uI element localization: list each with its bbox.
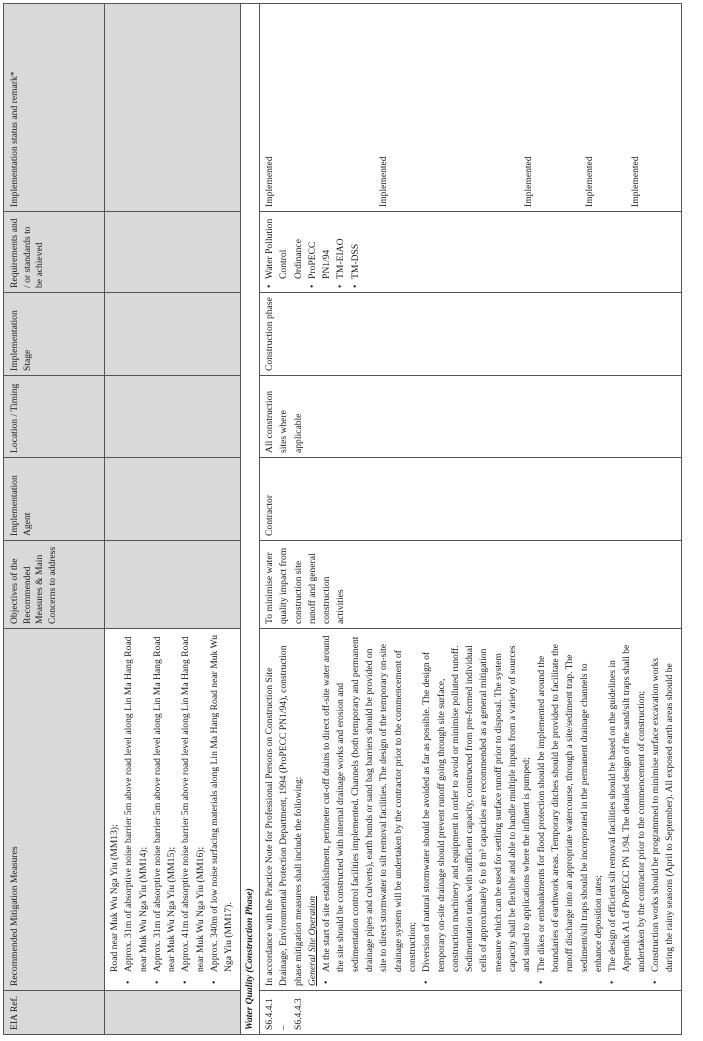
- wq-agent-cell: Contractor: [259, 458, 681, 541]
- noise-requirements-cell: [105, 212, 241, 293]
- wq-measure-item: • The dikes or embankments for flood protection should be implemented around the boundaries of earthwork areas. Temporary ditches should be provided to facilitate the runoff discharge into an appropriate watercourse, through a site/sediment trap. The sediment/silt traps should be incorporated in the permanent drainage channels to enhance deposition rates;: [535, 633, 606, 972]
- noise-measure-item: • Approx. 31m of absorptive noise barrier 5m above road level along Lin Ma Hang Road near Muk Wu Nga Yiu (MM15);: [151, 633, 180, 972]
- wq-objectives-cell: To minimise water quality impact from construction site runoff and general construction activities: [259, 541, 681, 629]
- wq-subheading: General Site Operation: [306, 895, 318, 986]
- noise-measure-list: [122, 633, 236, 986]
- status-item: Implemented: [263, 156, 275, 207]
- section-title-water-quality: Water Quality (Construction Phase): [240, 4, 259, 1035]
- wq-status-cell: [259, 4, 681, 212]
- wq-ref-from: S6.4.4.1: [263, 998, 275, 1030]
- wq-measure-item: • The design of efficient silt removal facilities should be based on the guidelines in Appendix A1 of ProPECC PN 1/94. The detailed design of the sand/silt traps shall be undertaken by the contractor prior to the commencement of construction;: [606, 633, 649, 972]
- status-item: Implemented: [630, 156, 642, 207]
- requirement-item: • ProPECC PN1/94: [306, 216, 335, 279]
- status-item: Implemented: [583, 156, 595, 207]
- noise-agent-cell: [105, 458, 241, 541]
- wq-intro-text: In accordance with the Practice Note for Professional Persons on Construction Site Drainage, Environmental Protection Department, 1994 (ProPECC PN1/94), construction phase mitigation measures shall include the following:: [263, 645, 304, 986]
- header-eia-ref: EIA Ref.: [4, 991, 105, 1035]
- mitigation-measures-table: [3, 3, 682, 1035]
- section-row: [240, 4, 259, 1035]
- wq-requirements-list: [263, 216, 363, 288]
- header-location-timing: Location / Timing: [4, 376, 105, 458]
- header-objectives: Objectives of the Recommended Measures & Main Concerns to address: [4, 541, 105, 629]
- wq-measures-cell: [259, 629, 681, 991]
- water-quality-row: [259, 4, 681, 1035]
- noise-barrier-row: [105, 4, 241, 1035]
- requirement-item: • TM-DSS: [349, 216, 363, 279]
- noise-stage-cell: [105, 293, 241, 376]
- noise-ref-cell: [105, 991, 241, 1035]
- wq-ref-to: S6.4.4.3: [292, 998, 304, 1030]
- header-implementation-agent: Implementation Agent: [4, 458, 105, 541]
- wq-measure-list: [320, 633, 677, 986]
- header-status: Implementation status and remark*: [4, 4, 105, 212]
- wq-requirements-cell: [259, 212, 681, 293]
- header-implementation-stage: Implementation Stage: [4, 293, 105, 376]
- header-row: [4, 4, 105, 1035]
- noise-objectives-cell: [105, 541, 241, 629]
- noise-measure-item: • Approx. 41m of absorptive noise barrier 5m above road level along Lin Ma Hang Road near Muk Wu Nga Yiu (MM16);: [179, 633, 208, 972]
- noise-measure-item: • Approx. 31m of absorptive noise barrier 5m above road level along Lin Ma Hang Road near Muk Wu Nga Yiu (MM14);: [122, 633, 151, 972]
- noise-measures-cell: [105, 629, 241, 991]
- header-mitigation-measures: Recommended Mitigation Measures: [4, 629, 105, 991]
- noise-measure-item: • Approx. 340m of low noise surfacing materials along Lin Ma Hang Road near Muk Wu Nga Yiu (MM17).: [208, 633, 237, 972]
- noise-location-cell: [105, 376, 241, 458]
- requirement-item: • Water Pollution Control Ordinance: [263, 216, 306, 279]
- noise-status-cell: [105, 4, 241, 212]
- wq-ref-dash: –: [278, 1025, 290, 1030]
- noise-lead-text: Road near Muk Wu Nga Yiu (MM13);: [109, 824, 120, 972]
- wq-ref-cell: [259, 991, 681, 1035]
- wq-measure-item: • At the start of site establishment, perimeter cut-off drains to direct off-site water around the site should be constructed with internal drainage works and erosion and sedimentation control facilities implemented. Channels (both temporary and permanent drainage pipes and culverts), earth bunds or sand bag barriers should be provided on site to direct stormwater to silt removal facilities. The design of the temporary on-site drainage system will be undertaken by the contractor prior to the commencement of construction;: [320, 633, 420, 972]
- wq-location-cell: All construction sites where applicable: [259, 376, 681, 458]
- requirement-item: • TM-EIAO: [334, 216, 348, 279]
- status-item: Implemented: [378, 156, 390, 207]
- status-item: Implemented: [522, 156, 534, 207]
- wq-stage-cell: Construction phase: [259, 293, 681, 376]
- wq-measure-item: • Construction works should be programmed to minimise surface excavation works during the rainy seasons (April to September). All exposed earth areas should be: [649, 633, 678, 972]
- wq-measure-item: • Diversion of natural stormwater should be avoided as far as possible. The design of temporary on-site drainage should prevent runoff going through site surface, construction machinery and equipment in order to avoid or minimise polluted runoff. Sedimentation tanks with sufficient capacity, constructed from pre-formed individual cells of approximately 6 to 8 m³ capacities are recommended as a general mitigation measure which can be used for settling surface runoff prior to disposal. The system capacity shall be flexible and able to handle multiple inputs from a variety of sources and suited to applications where the influent is pumped;: [420, 633, 534, 972]
- header-requirements: Requirements and / or standards to be achieved: [4, 212, 105, 293]
